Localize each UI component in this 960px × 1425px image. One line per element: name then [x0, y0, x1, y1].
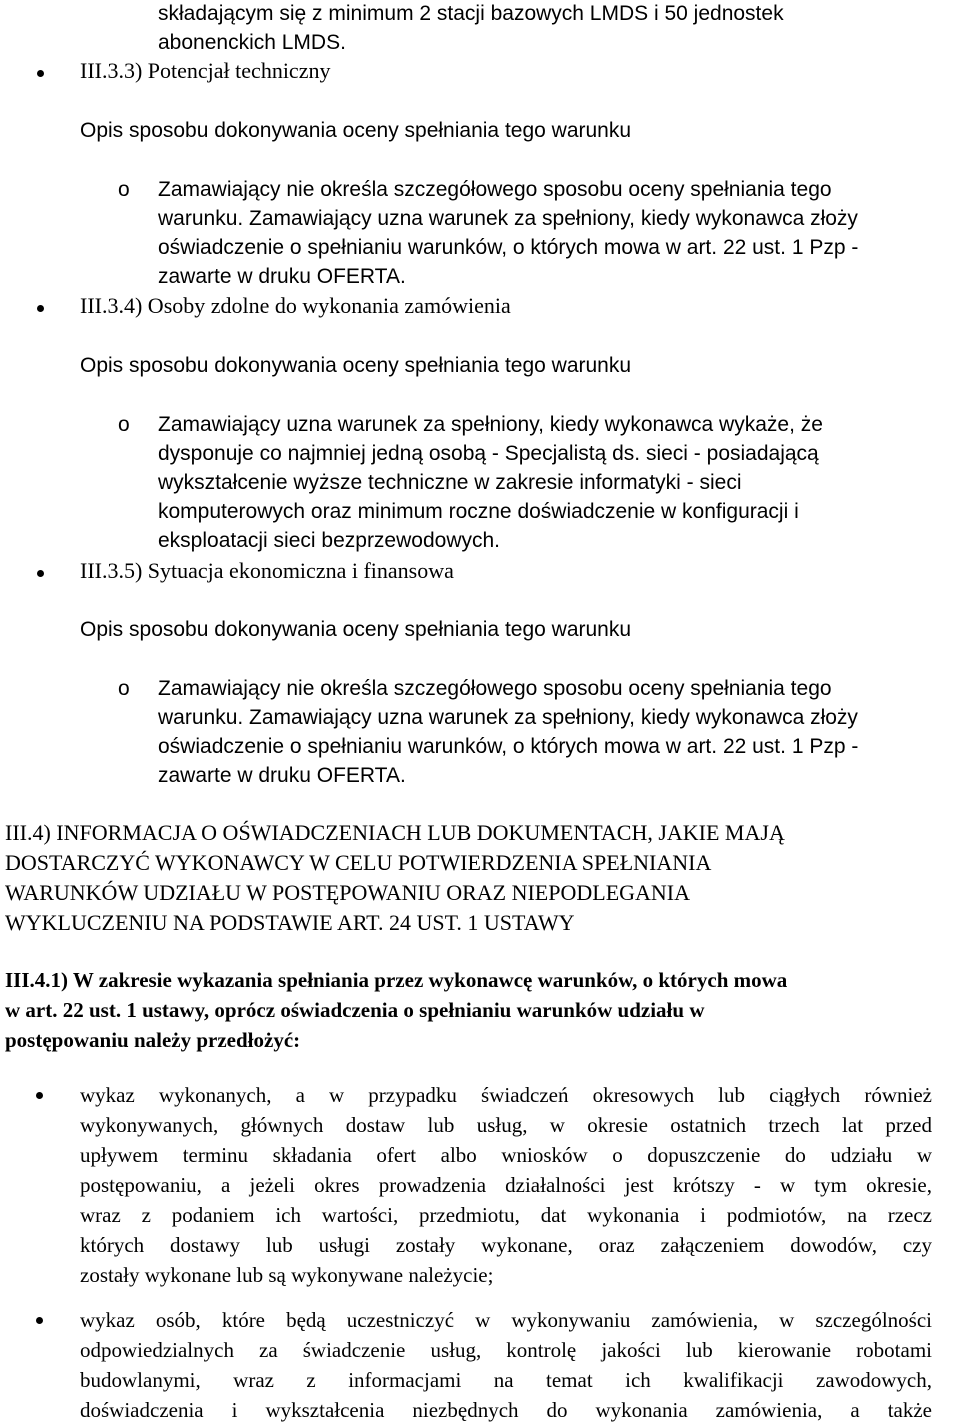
- opis-heading: Opis sposobu dokonywania oceny spełniania tego warunku: [80, 119, 632, 142]
- text-line: Zamawiający uzna warunek za spełniony, kiedy wykonawca wykaże, że: [158, 413, 823, 436]
- continuation-text: [158, 0, 938, 57]
- text-line: budowlanymi, wraz z informacjami na temat ich kwalifikacji zawodowych,: [80, 1368, 932, 1392]
- opis-heading: Opis sposobu dokonywania oceny spełniania tego warunku: [80, 354, 632, 377]
- sub-bullet: o: [118, 178, 130, 201]
- text-line: warunku. Zamawiający uzna warunek za spełniony, kiedy wykonawca złoży: [158, 706, 858, 729]
- continuation-line-1: składającym się z minimum 2 stacji bazowych LMDS i 50 jednostek: [158, 2, 784, 25]
- text-line: wykonywanych, głównych dostaw lub usług, w okresie ostatnich trzech lat przed: [80, 1113, 932, 1137]
- text-line: zostały wykonane lub są wykonywane należycie;: [80, 1263, 494, 1287]
- section-text-iii-3-5: [158, 674, 938, 790]
- heading-line: III.4) INFORMACJA O OŚWIADCZENIACH LUB DOKUMENTACH, JAKIE MAJĄ: [5, 820, 785, 845]
- text-line: wraz z podaniem ich wartości, przedmiotu, dat wykonania i podmiotów, na rzecz: [80, 1203, 932, 1227]
- text-line: wykształcenie wyższe techniczne w zakresie informatyki - sieci: [158, 471, 742, 494]
- text-line: doświadczenia i wykształcenia niezbędnych do wykonania zamówienia, a także: [80, 1398, 932, 1422]
- text-line: Zamawiający nie określa szczegółowego sposobu oceny spełniania tego: [158, 178, 832, 201]
- text-line: upływem terminu składania ofert albo wniosków o dopuszczenie do udziału w: [80, 1143, 932, 1167]
- text-line: Zamawiający nie określa szczegółowego sposobu oceny spełniania tego: [158, 677, 832, 700]
- text-line: odpowiedzialnych za świadczenie usług, kontrolę jakości lub kierowanie robotami: [80, 1338, 932, 1362]
- text-line: oświadczenie o spełnianiu warunków, o których mowa w art. 22 ust. 1 Pzp -: [158, 236, 859, 259]
- sub-bullet: o: [118, 677, 130, 700]
- bullet-dot: [36, 1092, 43, 1099]
- heading-line: III.4.1) W zakresie wykazania spełniania przez wykonawcę warunków, o których mowa: [5, 968, 788, 992]
- continuation-line-2: abonenckich LMDS.: [158, 31, 346, 54]
- text-line: zawarte w druku OFERTA.: [158, 764, 406, 787]
- section-heading-iii-4-1: [5, 965, 960, 1055]
- heading-line: postępowaniu należy przedłożyć:: [5, 1028, 301, 1052]
- bullet-dot: [36, 1317, 43, 1324]
- text-line: których dostawy lub usługi zostały wykonane, oraz załączeniem dowodów, czy: [80, 1233, 932, 1257]
- bullet-dot: [37, 305, 44, 312]
- text-line: postępowaniu, a jeżeli okres prowadzenia działalności jest krótszy - w tym okresie,: [80, 1173, 932, 1197]
- text-line: warunku. Zamawiający uzna warunek za spełniony, kiedy wykonawca złoży: [158, 207, 858, 230]
- bullet-dot: [37, 70, 44, 77]
- bullet-dot: [37, 570, 44, 577]
- text-line: wykaz wykonanych, a w przypadku świadczeń okresowych lub ciągłych również: [80, 1083, 932, 1107]
- list-item-wykaz-wykonanych: [80, 1080, 932, 1290]
- text-line: oświadczenie o spełnianiu warunków, o których mowa w art. 22 ust. 1 Pzp -: [158, 735, 859, 758]
- heading-line: WYKLUCZENIU NA PODSTAWIE ART. 24 UST. 1 USTAWY: [5, 910, 575, 935]
- opis-heading: Opis sposobu dokonywania oceny spełniania tego warunku: [80, 618, 632, 641]
- section-heading-iii-3-5: III.3.5) Sytuacja ekonomiczna i finansowa: [80, 558, 454, 583]
- text-line: dysponuje co najmniej jedną osobą - Specjalistą ds. sieci - posiadającą: [158, 442, 819, 465]
- section-heading-iii-3-3: III.3.3) Potencjał techniczny: [80, 58, 331, 83]
- text-line: eksploatacji sieci bezprzewodowych.: [158, 529, 500, 552]
- list-item-wykaz-osob: [80, 1305, 932, 1425]
- text-line: komputerowych oraz minimum roczne doświadczenie w konfiguracji i: [158, 500, 799, 523]
- text-line: zawarte w druku OFERTA.: [158, 265, 406, 288]
- sub-bullet: o: [118, 413, 130, 436]
- section-text-iii-3-3: [158, 175, 938, 291]
- heading-line: w art. 22 ust. 1 ustawy, oprócz oświadczenia o spełnianiu warunków udziału w: [5, 998, 705, 1022]
- section-heading-iii-4: [5, 818, 960, 938]
- heading-line: DOSTARCZYĆ WYKONAWCY W CELU POTWIERDZENIA SPEŁNIANIA: [5, 850, 712, 875]
- section-heading-iii-3-4: III.3.4) Osoby zdolne do wykonania zamówienia: [80, 293, 511, 318]
- section-text-iii-3-4: [158, 410, 938, 555]
- text-line: wykaz osób, które będą uczestniczyć w wykonywaniu zamówienia, w szczególności: [80, 1308, 932, 1332]
- heading-line: WARUNKÓW UDZIAŁU W POSTĘPOWANIU ORAZ NIEPODLEGANIA: [5, 880, 691, 905]
